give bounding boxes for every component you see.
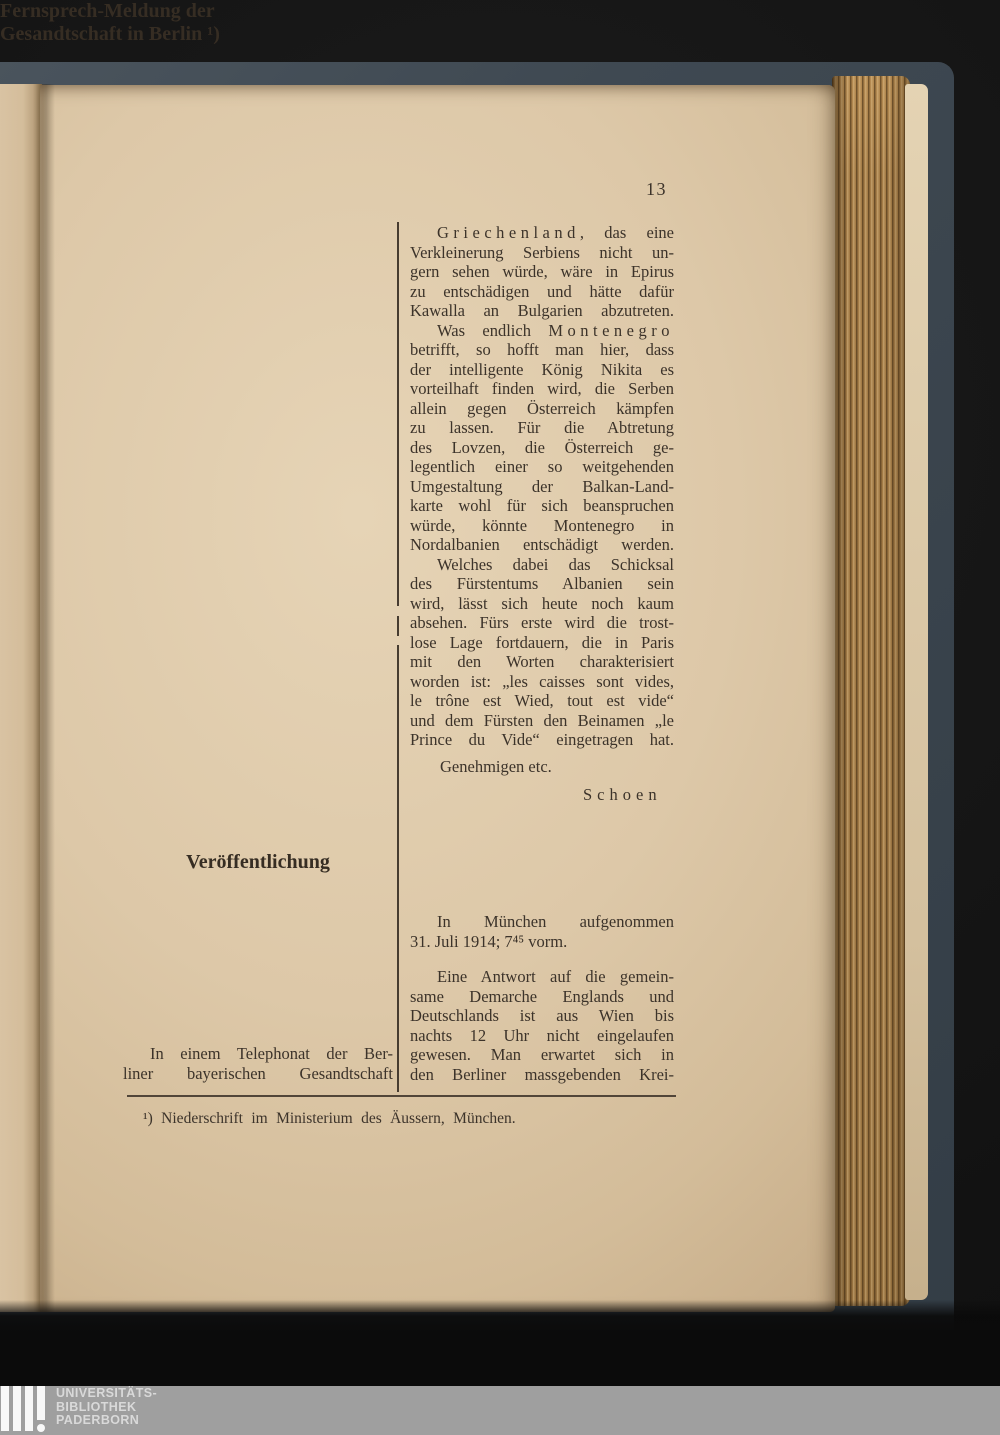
text-line: würde, könnte Montenegro in [410, 515, 674, 535]
heading-line: Gesandtschaft in Berlin ¹) [0, 23, 220, 45]
logo-bar-icon [25, 1386, 33, 1431]
watermark-line: BIBLIOTHEK [56, 1399, 137, 1414]
heading-line: Fernsprech-Meldung der [0, 0, 215, 22]
text-line: mit den Worten charakterisiert [410, 652, 674, 671]
logo-bar-icon [13, 1386, 21, 1431]
text-line: same Demarche Englands und [410, 986, 674, 1006]
text-line: wird, lässt sich heute noch kaum [410, 593, 674, 613]
left-column-paragraph [123, 1044, 393, 1083]
text-line: Kawalla an Bulgarien abzutreten. [410, 301, 674, 320]
section-heading-telegram [0, 0, 264, 46]
gutter-shadow [33, 84, 55, 1312]
text-line: Welches dabei das Schicksal [437, 554, 674, 574]
text-line: Nordalbanien entschädigt werden. [410, 535, 674, 554]
text-line: nachts 12 Uhr nicht eingelaufen [410, 1025, 674, 1045]
watermark-line: UNIVERSITÄTS- [56, 1386, 158, 1400]
text-line: betrifft, so hofft man hier, dass [410, 340, 674, 359]
column-divider-rule-mid [397, 616, 399, 636]
text-line: worden ist: „les caisses sont vides, [410, 671, 674, 691]
text-line: liner bayerischen Gesandtschaft [123, 1063, 393, 1083]
logo-bar-icon [37, 1386, 45, 1420]
text-line: Deutschlands ist aus Wien bis [410, 1006, 674, 1025]
text-line: Prince du Vide“ eingetragen hat. [410, 730, 674, 749]
text-line: den Berliner massgebenden Krei- [410, 1064, 674, 1084]
column-divider-rule-top [397, 222, 399, 606]
page-fore-edge-stack [832, 76, 910, 1306]
text-line: und dem Fürsten den Beinamen „le [410, 710, 674, 730]
text-line: In einem Telephonat der Ber- [150, 1044, 393, 1063]
right-column-body [410, 223, 674, 750]
text-line: der intelligente König Nikita es [410, 359, 674, 379]
logo-dot-icon [37, 1424, 45, 1432]
text-line: Umgestaltung der Balkan-Land- [410, 476, 674, 496]
watermark-text [56, 1387, 157, 1428]
spaced-word: Montenegro [548, 320, 674, 340]
closing-line: Genehmigen etc. [440, 757, 552, 776]
text-line: zu lassen. Für die Abtretung [410, 418, 674, 437]
library-watermark-band [0, 1386, 1000, 1435]
bottom-shadow [0, 1300, 1000, 1386]
text-line: legentlich einer so weitgehenden [410, 457, 674, 476]
text-line: In München aufgenommen [437, 912, 674, 931]
text-line: allein gegen Österreich kämpfen [410, 398, 674, 418]
page-number: 13 [646, 179, 667, 199]
under-page-edge [905, 84, 928, 1300]
text-line [410, 223, 674, 243]
dateline-paragraph [410, 912, 674, 952]
text-line: Verkleinerung Serbiens nicht un- [410, 242, 674, 262]
text-line: gern sehen würde, wäre in Epirus [410, 262, 674, 281]
text-line: des Lovzen, die Österreich ge- [410, 437, 674, 457]
text-line: zu entschädigen und hätte dafür [410, 281, 674, 301]
signature: Schoen [583, 785, 662, 804]
text-line: lose Lage fortdauern, die in Paris [410, 632, 674, 652]
watermark-line: PADERBORN [56, 1413, 140, 1427]
text-line: vorteilhaft finden wird, die Serben [410, 379, 674, 398]
right-column-paragraph [410, 967, 674, 1084]
text-line: le trône est Wied, tout est vide“ [410, 691, 674, 710]
text-line: 31. Juli 1914; 7⁴⁵ vorm. [410, 932, 568, 951]
text-line: karte wohl für sich beanspruchen [410, 496, 674, 515]
text-line: des Fürstentums Albanien sein [410, 574, 674, 593]
column-divider-rule-bottom [397, 645, 399, 1092]
logo-bar-icon [1, 1386, 9, 1431]
text-line-pre: Was endlich [437, 320, 549, 340]
text-line: absehen. Fürs erste wird die trost- [410, 613, 674, 632]
spaced-word: Griechenland [437, 223, 580, 242]
text-line [410, 321, 674, 341]
section-heading-publication: Veröffentlichung [186, 851, 330, 873]
text-line: Eine Antwort auf die gemein- [437, 967, 674, 986]
text-line: gewesen. Man erwartet sich in [410, 1045, 674, 1064]
text-line-rest: , das eine [579, 223, 674, 242]
footnote: ¹) Niederschrift im Ministerium des Äussern, München. [143, 1110, 516, 1127]
footnote-rule [127, 1095, 676, 1097]
